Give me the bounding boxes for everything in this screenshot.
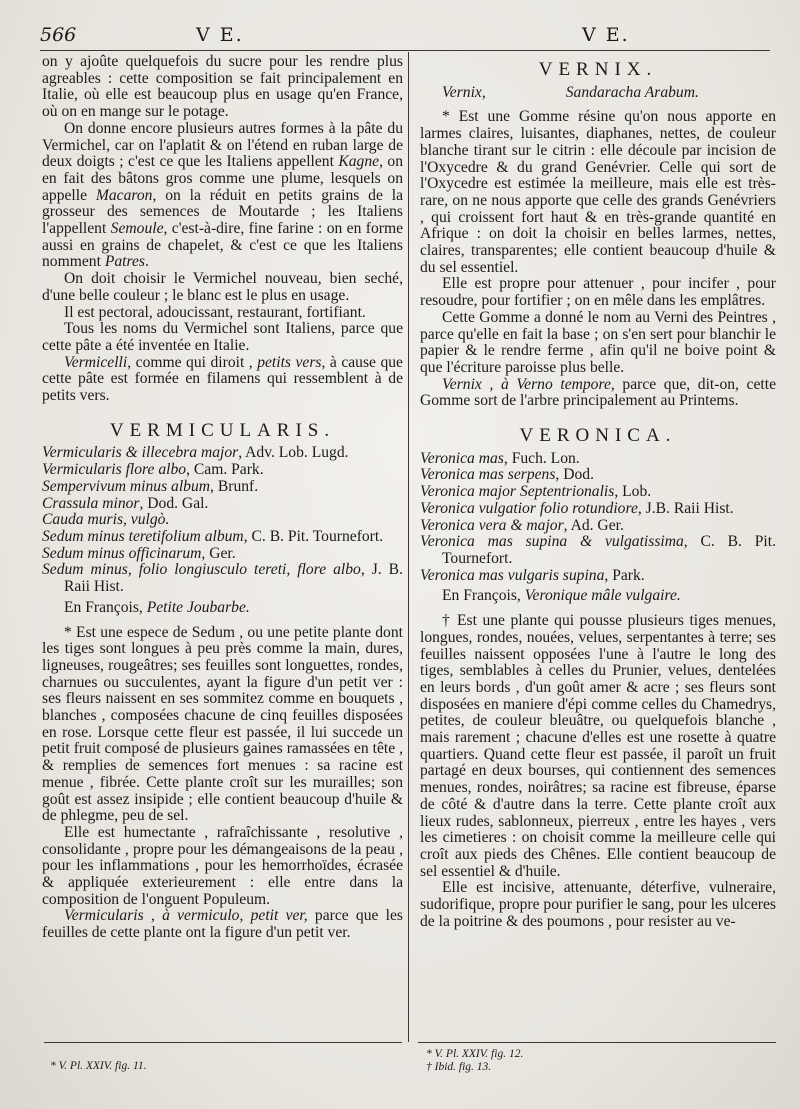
etymology-vernix: Vernix , à Verno tempore, parce que, dit-on, cette Gomme sort de l'arbre principalement au Printems. [420,375,776,410]
synonym-line: Vernix, Sandaracha Arabum. [442,83,699,101]
para-virtues: Il est pectoral, adoucissant, restaurant, fortifiant. [64,303,366,321]
heading-vernix: VERNIX. [538,59,658,80]
french-name: En François, Petite Joubarbe. [64,598,250,616]
description-veronica: † Est une plante qui pousse plusieurs tiges menues, longues, rondes, nouées, velues, serpentantes à terre; ses feuilles naissent opposées l'une à l'autre le long des tiges, semblables à celles du Prunier, velues, dentelées en leurs bords , d'un goût amer & acre ; ses fleurs sont disposées en maniere d'épi comme celles du Chamedrys, petites, de couleur bleuâtre, ou quelquefois blanche , mais rarement ; chacune d'elles est une rosette à quatre quartiers. Quand cette fleur est passée, il paroît un fruit partagé en deux bourses, qui contiennent des semences menues, rondes, noirâtres; sa racine est fibreuse, éparse de côté & d'autre dans la terre. Cette plante croît aux lieux rudes, sablonneux, pierreux , entre les hayes , vers les cimetieres : on choisit comme la meilleure celle qui croît aux pieds des Chênes. Elle contient beaucoup de sel essentiel & d'huile. [420,612,776,880]
synonym-line: Sedum minus, folio longiusculo tereti, flore albo, J. B. Raii Hist. [42,561,403,596]
column-rule [408,52,409,1042]
para-names: Tous les noms du Vermichel sont Italiens, parce que cette pâte a été inventée en Italie. [42,320,403,354]
footnote-line: * V. Pl. XXIV. fig. 12. [426,1048,524,1060]
synonym-line: Cauda muris, vulgò. [42,511,170,529]
right-running-head: V E. [582,24,630,46]
synonym-line: Sempervivum minus album, Brunf. [42,477,259,495]
para-choose: On doit choisir le Vermichel nouveau, bien seché, d'une belle couleur ; le blanc est le plus en usage. [42,270,403,304]
right-column [420,58,776,930]
left-footnote: * V. Pl. XXIV. fig. 11. [50,1060,147,1072]
synonym-line: Sedum minus officinarum, Ger. [42,544,236,562]
heading-veronica: VERONICA. [519,425,677,447]
description-vermicularis: * Est une espece de Sedum , ou une petite plante dont les tiges sont longues à peu près comme la main, dures, ligneuses, rougeâtres; ses feuilles sont longuettes, rondes, charnues ou succulentes, ayant la figure d'un petit ver : ses fleurs naissent en ses sommitez comme en bouquets , blanches , composées chacune de cinq feuilles disposées en rose. Lorsque cette fleur est passée, il lui succede un petit fruit composé de plusieurs gaines ramassées en tête , & remplies de semences fort menues : sa racine est menue , fibrée. Cette plante croît sur les murailles; son goût est assez insipide ; elle contient beaucoup d'huile & de phlegme, peu de sel. [42,623,403,825]
virtues-veronica: Elle est incisive, attenuante, déterfive, vulneraire, sudorifique, propre pour purifier le sang, pour les ulceres de la poitrine & des poumons , pour resister au ve- [420,879,776,930]
synonym-line: Veronica mas, Fuch. Lon. [420,449,580,467]
term-patres: Patres [104,253,145,271]
virtues-vermicularis: Elle est humectante , rafraîchissante , resolutive , consolidante , propre pour les démangeaisons de la peau , pour les inflammations , pour les hemorrhoïdes, écrasée & appliquée exterieurement : elle entre dans la composition de l'onguent Populeum. [42,823,403,908]
footnote-line: † Ibid. fig. 13. [426,1061,492,1073]
synonym-line: Veronica major Septentrionalis, Lob. [420,483,652,501]
para-sugar: on y ajoûte quelquefois du sucre pour les rendre plus agreables : cette composition se fait principalement en Italie, où elle est beaucoup plus en usage qu'en France, où on en mange sur le potage. [42,53,403,121]
para-forms: On donne encore plusieurs autres formes à la pâte du Vermichel, car on l'aplatit & on l'étend en ruban large de deux doigts ; c'est ce que les Italiens appellent Kagne, on en fait des bâtons gros comme une plume, lesquels on appelle Macaron, on la réduit en petits grains de la grosseur des semences de Moutarde ; les Italiens l'appellent Semoule, c'est-à-dire, fine farine : on en forme aussi en grains de chapelet, & c'est ce que les Italiens nomment Patres. [42,119,403,271]
left-column [42,54,403,942]
painters-varnish: Cette Gomme a donné le nom au Verni des Peintres , parce qu'elle en fait la base ; on s'en sert pour blanchir le papier & le rendre ferme , afin qu'il ne boive point & que l'écriture paroisse plus belle. [420,308,776,376]
synonym-line: Veronica vulgatior folio rotundiore, J.B. Raii Hist. [420,499,734,517]
french-name: En François, Veronique mâle vulgaire. [442,587,681,605]
synonym-line: Veronica mas supina & vulgatissima, C. B. Pit. Tournefort. [420,533,776,567]
para-etymology-vermicelli: Vermicelli, comme qui diroit , petits vers, à cause que cette pâte est formée en filamens qui ressemblent à de petits vers. [42,353,403,405]
synonym-line: Vermicularis flore albo, Cam. Park. [42,461,264,479]
right-footnote-rule [418,1042,776,1043]
synonym-line: Crassula minor, Dod. Gal. [42,494,209,512]
term-kagne: Kagne [338,153,380,171]
left-running-head: V E. [196,24,244,46]
page-number: 566 [40,24,77,46]
synonym-line: Vermicularis & illecebra major, Adv. Lob. Lugd. [42,444,349,462]
synonym-line: Veronica mas vulgaris supina, Park. [420,566,645,584]
synonym-line: Veronica vera & major, Ad. Ger. [420,516,624,534]
term-macaron: Macaron [95,186,153,204]
right-footnotes [426,1048,726,1074]
heading-vermicularis: VERMICULARIS. [109,419,336,441]
header-rule [40,50,770,51]
left-footnote-rule [44,1042,402,1043]
term-semoule: Semoule [110,220,164,238]
synonym-line: Sedum minus teretifolium album, C. B. Pit. Tournefort. [42,527,384,545]
description-vernix: * Est une Gomme résine qu'on nous apporte en larmes claires, luisantes, diaphanes, nettes, de couleur blanche tirant sur le citrin : elle découle par incision de l'Oxycedre & du grand Genévrier. Celle qui sort de l'Oxycedre est estimée la meilleure, mais elle est très-rare, on ne nous apporte que celle des grands Genévriers , qui croissent fort haut & en très-grande quantité en Afrique : on doit la choisir en belles larmes, nettes, claires, transparentes; elle contient beaucoup d'huile & du sel essentiel. [420,108,776,276]
synonym-line: Veronica mas serpens, Dod. [420,466,594,484]
virtues-vernix: Elle est propre pour attenuer , pour incifer , pour resoudre, pour fortifier ; on en mêle dans les emplâtres. [420,275,776,310]
etymology-vermicularis: Vermicularis , à vermiculo, petit ver, parce que les feuilles de cette plante ont la figure d'un petit ver. [42,907,404,942]
